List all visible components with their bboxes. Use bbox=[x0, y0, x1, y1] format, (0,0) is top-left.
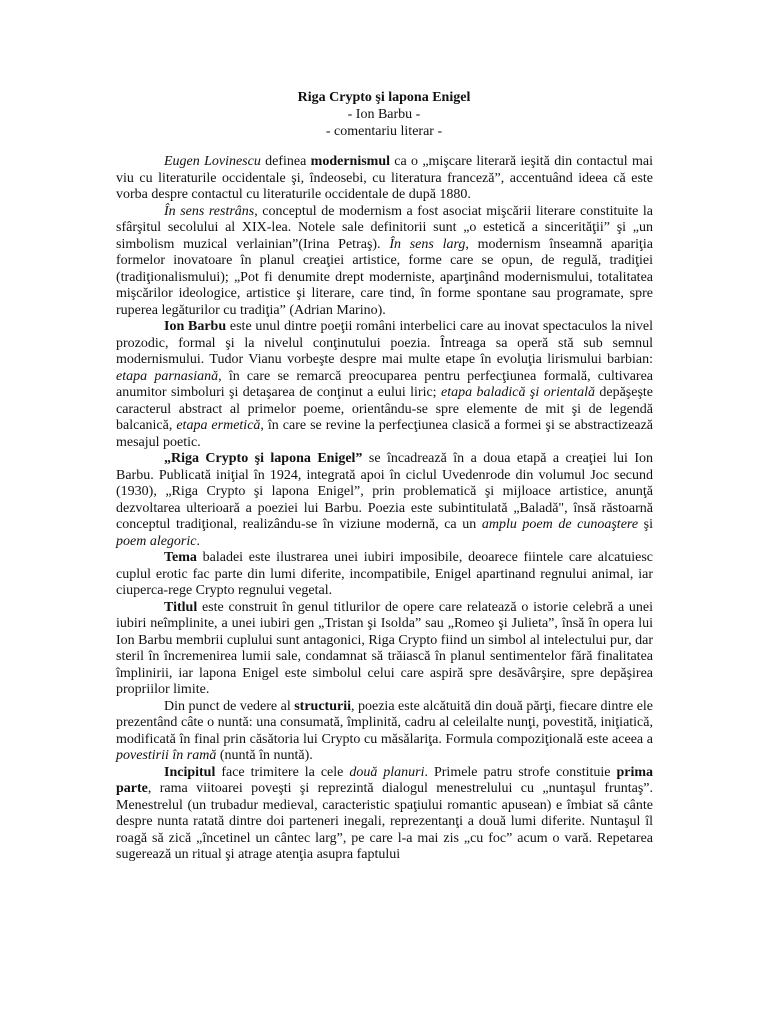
document-title: Riga Crypto şi lapona Enigel bbox=[297, 90, 471, 105]
text-run: definea bbox=[260, 154, 311, 169]
text-run: , modernism înseamnă apariţia formelor inovatoare în planul creaţiei artistice, forme care se opun, de regulă, tradiţiei (tradiţionalismului); „Pot fi denumite drept moderniste, aparţinând modernismului, totalitatea mişcărilor ideologice, artistice şi literare, care tind, în forme spontane sau programate, spre ruperea legăturilor cu tradiţia” (Adrian Marino). bbox=[116, 236, 653, 318]
text-run: se încadrează în a doua etapă a creaţiei lui Ion Barbu. Publicată iniţial în 1924, integrată apoi în ciclul Uvedenrode din volumul Joc secund (1930), „Riga Crypto şi lapona Enigel”, prin problematică şi mijloace artistice, anunţă dezvoltarea ulterioară a poeziei lui Barbu. Poezia este subintitulată „Baladă", însă răstoarnă conceptul tradiţional, realizându-se în viziune modernă, ca un bbox=[116, 451, 653, 532]
italic-text: Eugen Lovinescu bbox=[164, 154, 261, 169]
document-author: - Ion Barbu - bbox=[347, 107, 421, 122]
bold-text: structurii bbox=[294, 698, 351, 714]
text-run: , poezia este alcătuită din două părţi, fiecare dintre ele prezentând câte o nuntă: una consumată, împlinită, cadru al celeilalte nunţi, povestită, iniţiatică, modificată în final prin căsătoria lui Crypto cu măsălariţa. Formula compoziţională este aceea a bbox=[116, 698, 654, 747]
paragraph bbox=[116, 600, 653, 699]
bold-text: modernismul bbox=[310, 154, 390, 169]
document-header bbox=[0, 89, 768, 140]
document-subtitle: - comentariu literar - bbox=[325, 124, 443, 139]
italic-text: În sens larg bbox=[389, 236, 466, 252]
text-run: , în care se remarcă preocuparea pentru perfecţiunea formală, cultivarea anumitor simboluri şi detaşarea de conţinut a eului liric; bbox=[116, 368, 653, 400]
text-run: , în care se revine la perfecţiunea clasică a formei şi se abstractizează mesajul poetic. bbox=[116, 418, 653, 450]
text-run: , rama viitoarei poveşti şi reprezintă dialogul menestrelului cu „nuntaşul fruntaş”. Menestrelul (un trubadur medieval, caracteristic spaţiului romantic apusean) e îmbiat să cânte despre nunta ratată dintre doi parteneri inegali, reprezentanţi a două lumi diferite. Nuntaşul îl roagă să zică „încetinel un cântec larg”, pe care l-a mai zis „cu foc” acum o vară. Repetarea sugerează un ritual şi atrage atenţia asupra faptului bbox=[116, 781, 653, 862]
text-run: (nuntă în nuntă). bbox=[216, 748, 313, 763]
bold-text: Incipitul bbox=[164, 764, 216, 780]
paragraph bbox=[116, 204, 653, 320]
italic-text: etapa ermetică bbox=[176, 418, 261, 433]
text-run: este construit în genul titlurilor de opere care relatează o istorie celebră a unei iubiri neîmplinite, a unei iubiri gen „Tristan şi Isolda” sau „Romeo şi Julieta”, însă în opera lui Ion Barbu membrii cuplului sunt antagonici, Riga Crypto fiind un simbol al intelectului pur, dar steril în încremenirea lumii sale, condamnat să trăiască în planul sentimentelor fără finalitatea împlinirii, iar lapona Enigel este simbolul celui care aspiră spre desăvârşire, spre depăşirea propriilor limite. bbox=[116, 599, 653, 697]
italic-text: poem alegoric bbox=[116, 533, 197, 549]
text-run: şi bbox=[638, 517, 653, 532]
text-run: Din punct de vedere al bbox=[164, 698, 295, 714]
paragraph bbox=[116, 550, 653, 600]
text-run: . bbox=[196, 533, 200, 549]
text-run: . Primele patru strofe constituie bbox=[424, 764, 617, 780]
paragraph bbox=[116, 451, 653, 550]
bold-text: „Riga Crypto şi lapona Enigel” bbox=[164, 451, 363, 466]
paragraph bbox=[116, 319, 653, 451]
text-run: este unul dintre poeţii români interbelici care au inovat spectaculos la nivel prozodic, formal şi la nivelul conţinutului poezia. Întreaga sa operă stă sub semnul modernismului. Tudor Vianu vorbeşte despre mai multe etape în evoluţia lirismului barbian: bbox=[116, 319, 653, 367]
text-run: depăşeşte caracterul abstract al primelor poeme, orientându-se spre elemente de mit şi de legendă balcanică, bbox=[116, 385, 654, 433]
text-run: baladei este ilustrarea unei iubiri imposibile, deoarece fiintele care alcatuiesc cuplul erotic fac parte din lumi diferite, incompatibile, Enigel apartinand regnului animal, iar ciuperca-rege Crypto regnului vegetal. bbox=[116, 550, 653, 598]
paragraph bbox=[116, 699, 653, 765]
bold-text: Tema bbox=[164, 550, 197, 565]
text-run: face trimitere la cele bbox=[215, 764, 350, 780]
bold-text: Ion Barbu bbox=[164, 319, 227, 334]
italic-text: etapa parnasiană bbox=[116, 368, 219, 384]
document-body bbox=[116, 154, 653, 864]
bold-text: Titlul bbox=[164, 599, 198, 615]
text-run: , conceptul de modernism a fost asociat mişcării literare constituite la sfârşitul secolului al XIX-lea. Notele sale definitorii sunt „o estetică a sincerităţii” şi „un simbolism muzical verlainian”(Irina Petraş). bbox=[116, 203, 653, 252]
italic-text: În sens restrâns bbox=[164, 203, 255, 219]
text-run: ca o „mişcare literară ieşită din contactul mai viu cu literaturile occidentale şi, îndeosebi, cu literatura franceză”, accentuând ideea că este vorba despre contactul cu literaturile occidentale de după 1880. bbox=[116, 154, 654, 202]
paragraph bbox=[116, 765, 653, 864]
italic-text: etapa baladică şi orientală bbox=[440, 385, 595, 400]
italic-text: amplu poem de cunoaştere bbox=[481, 517, 639, 532]
paragraph bbox=[116, 154, 653, 204]
bold-text: prima parte bbox=[116, 764, 654, 796]
italic-text: povestirii în ramă bbox=[116, 748, 217, 763]
italic-text: două planuri bbox=[349, 764, 425, 780]
